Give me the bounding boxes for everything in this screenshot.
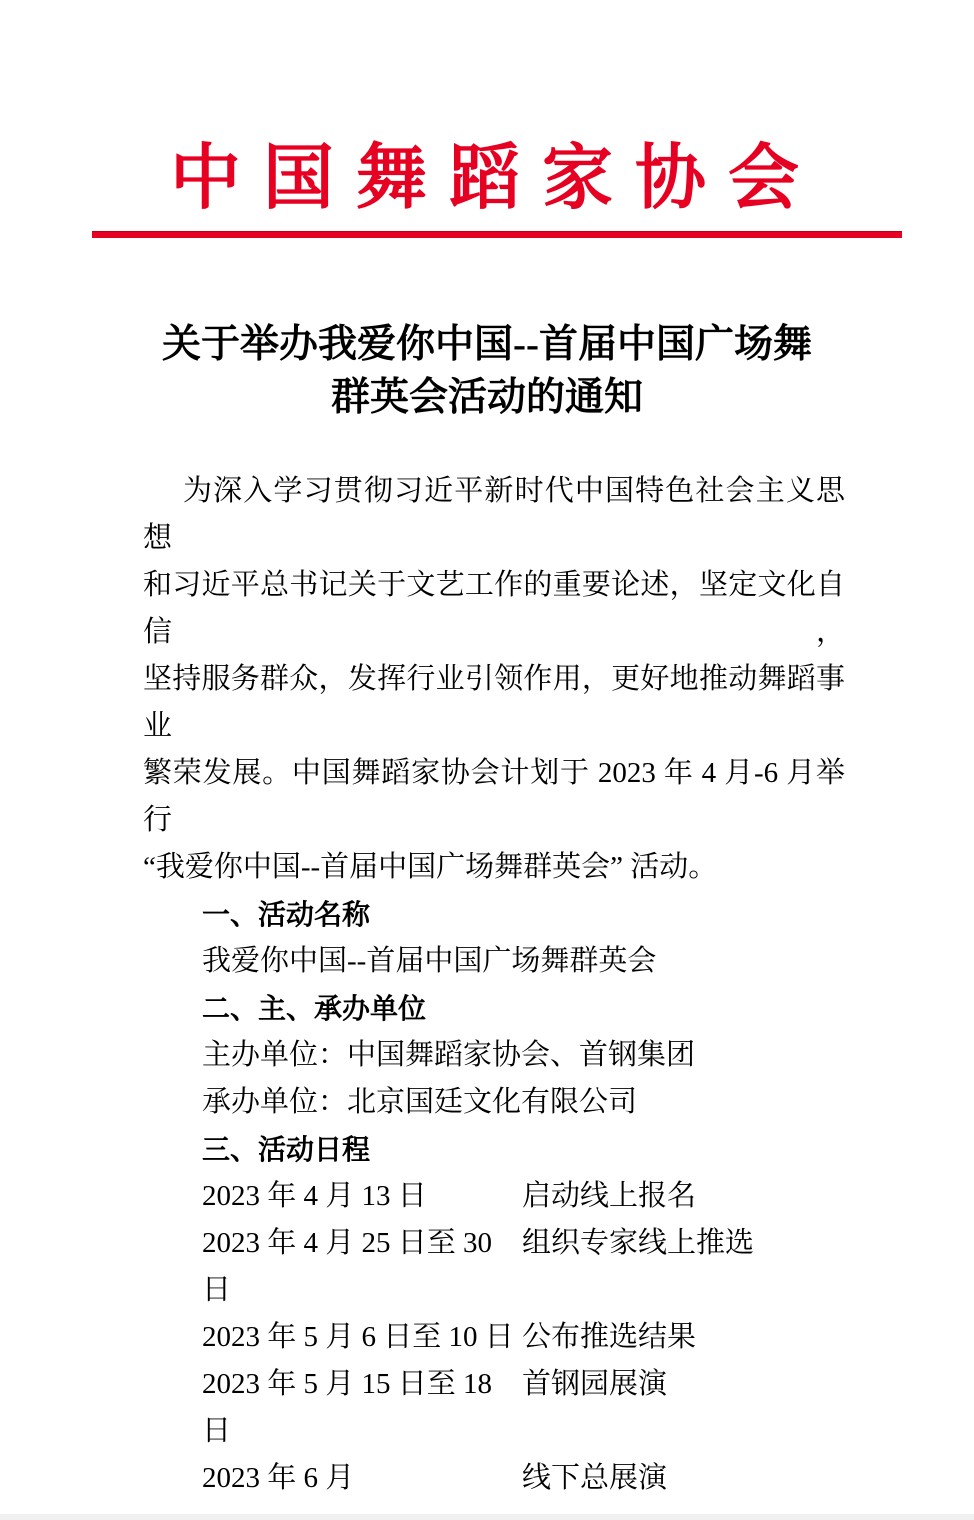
schedule-event: 启动线上报名 (522, 1180, 697, 1212)
schedule-date: 2023 年 5 月 15 日至 18 日 (202, 1368, 493, 1447)
document-title-line1: 关于举办我爱你中国--首届中国广场舞 (162, 323, 812, 366)
schedule-row (143, 1173, 845, 1220)
sections (143, 891, 845, 1502)
activity-name-item: 我爱你中国--首届中国广场舞群英会 (202, 945, 657, 977)
organizer-host-item: 主办单位：中国舞蹈家协会、首钢集团 (202, 1039, 696, 1071)
letterhead-org-name: 中国舞蹈家协会 (170, 140, 822, 218)
intro-line: 繁荣发展。中国舞蹈家协会计划于 2023 年 4 月-6 月举行 (143, 757, 845, 836)
intro-line: 坚持服务群众，发挥行业引领作用，更好地推动舞蹈事业 (143, 663, 845, 742)
schedule-row (143, 1455, 845, 1502)
section-heading-schedule: 三、活动日程 (202, 1134, 371, 1165)
section-heading-organizers: 二、主、承办单位 (202, 993, 427, 1024)
schedule-date: 2023 年 4 月 25 日至 30 日 (202, 1227, 493, 1306)
document-title (60, 318, 914, 424)
schedule-event: 首钢园展演 (522, 1368, 668, 1400)
page-bottom-edge (0, 1514, 974, 1520)
schedule-date: 2023 年 5 月 6 日至 10 日 (202, 1321, 514, 1353)
intro-line: 和习近平总书记关于文艺工作的重要论述，坚定文化自信， (143, 569, 845, 648)
schedule-row (143, 1314, 845, 1361)
organizer-undertaker-item: 承办单位：北京国廷文化有限公司 (202, 1086, 638, 1118)
letterhead-divider (92, 231, 902, 238)
intro-line: 为深入学习贯彻习近平新时代中国特色社会主义思想 (143, 475, 845, 554)
schedule-event: 线下总展演 (522, 1462, 668, 1494)
schedule-row (143, 1220, 845, 1314)
document-page (0, 140, 974, 1520)
section-heading-activity-name: 一、活动名称 (202, 899, 371, 930)
schedule-row (143, 1361, 845, 1455)
intro-line: “我爱你中国--首届中国广场舞群英会” 活动。 (143, 851, 718, 883)
schedule-date: 2023 年 4 月 13 日 (202, 1180, 427, 1212)
document-title-line2: 群英会活动的通知 (330, 376, 643, 419)
intro-paragraph (143, 468, 845, 891)
schedule-event: 公布推选结果 (522, 1321, 697, 1353)
schedule-date: 2023 年 6 月 (202, 1462, 355, 1494)
schedule-event: 组织专家线上推选 (522, 1227, 755, 1259)
